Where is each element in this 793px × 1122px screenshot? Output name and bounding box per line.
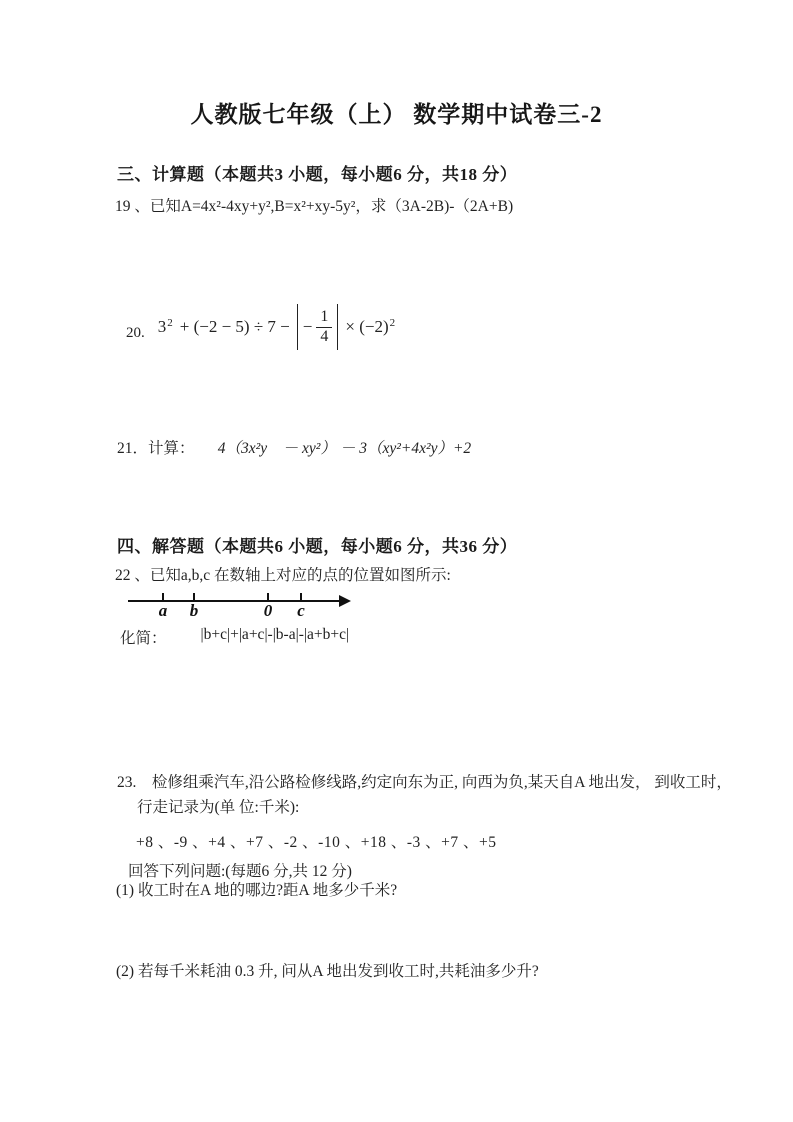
- question-21-text: [117, 436, 471, 458]
- page-title: 人教版七年级（上） 数学期中试卷三-2: [190, 102, 603, 127]
- q20-tail-term: [345, 317, 395, 337]
- axis-label-b: b: [189, 601, 199, 620]
- q20-base: 3: [157, 317, 167, 336]
- q20-fraction-numerator: 1: [320, 308, 329, 326]
- simplify-expression: |b+c|+|a+c|-|b-a|-|a+b+c|: [200, 626, 350, 643]
- question-21-label: 21．计算：: [117, 440, 195, 457]
- q20-abs-minus-sign: −: [302, 317, 313, 336]
- q20-base-exponent: 2: [167, 317, 173, 329]
- q20-tail: × (−2): [345, 317, 389, 336]
- q20-fraction-denominator: 4: [316, 327, 332, 346]
- simplify-instruction: [120, 626, 349, 648]
- question-21-expression: 4（3x²y － xy²） － 3（xy²+4x²y）+2: [217, 440, 472, 457]
- axis-label-a: a: [158, 601, 168, 620]
- simplify-label: 化简：: [120, 630, 167, 647]
- question-22-text: 22 、已知a,b,c 在数轴上对应的点的位置如图所示:: [115, 567, 451, 584]
- axis-label-zero: 0: [263, 601, 273, 620]
- q20-tail-exponent: 2: [389, 317, 396, 329]
- question-23-line2: 行走记录为(单 位:千米):: [137, 799, 300, 816]
- axis-label-c: c: [297, 601, 305, 620]
- q20-absolute-value-group: [297, 304, 339, 350]
- question-23-part1: (1) 收工时在A 地的哪边?距A 地多少千米?: [116, 882, 398, 899]
- q20-middle-terms: + (−2 − 5) ÷ 7 −: [179, 317, 290, 336]
- section-4-heading: 四、解答题（本题共6 小题，每小题6 分，共36 分）: [117, 537, 518, 556]
- section-3-heading: 三、计算题（本题共3 小题，每小题6 分，共18 分）: [117, 165, 518, 184]
- question-23-answer-note: 回答下列问题:(每题6 分,共 12 分): [128, 863, 352, 880]
- q20-fraction: [316, 308, 332, 346]
- question-23-travel-records: +8 、-9 、+4 、+7 、-2 、-10 、+18 、-3 、+7 、+5: [136, 834, 497, 851]
- q20-base-term: [158, 317, 173, 337]
- number-line-diagram: [128, 590, 354, 622]
- question-19-text: 19 、已知A=4x²-4xy+y²,B=x²+xy-5y²，求（3A-2B)-（2A+B): [115, 198, 514, 215]
- question-20-number: 20.: [126, 324, 145, 341]
- spacer: [167, 626, 201, 648]
- question-23-part2: (2) 若每千米耗油 0.3 升, 问从A 地出发到收工时,共耗油多少升?: [116, 963, 539, 980]
- question-20-formula: [126, 304, 395, 350]
- question-23-line1: 23. 检修组乘汽车,沿公路检修线路,约定向东为正, 向西为负,某天自A 地出发， 到收工时，: [117, 774, 732, 791]
- number-line-arrow-icon: [339, 595, 351, 607]
